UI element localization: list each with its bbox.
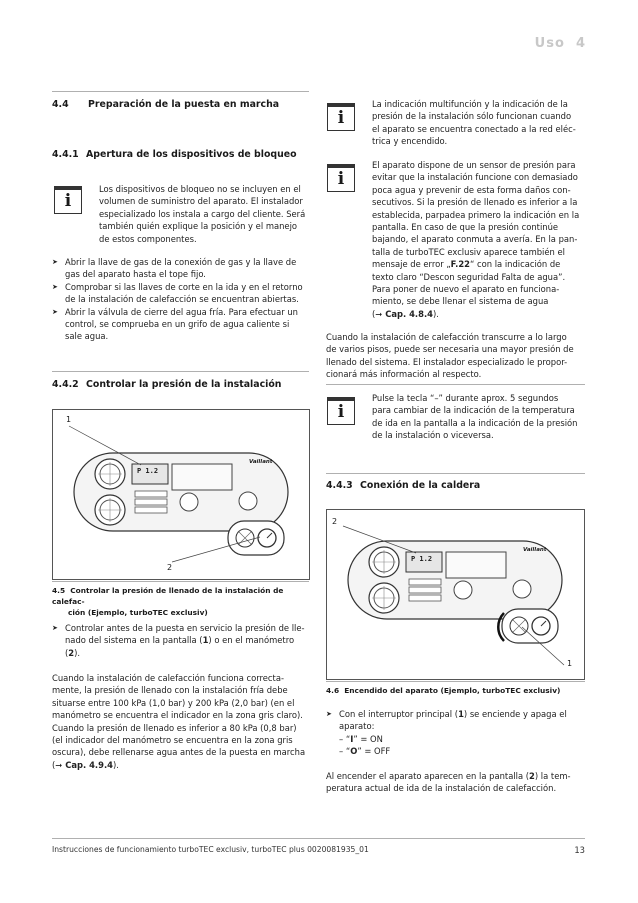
switch-off-option: – “O” = OFF [339,746,391,756]
section-4-4-2-heading: 4.4.2 Controlar la presión de la instalación [52,379,282,390]
divider [52,371,309,372]
list-item: ➤ Comprobar si las llaves de corte en la ida y en el retorno de la instalación de calefacción se encuentran abiertas. [52,281,314,306]
figure-label-2: 2 [332,517,338,526]
cross-reference-link[interactable]: ➞ Cap. 4.8.4 [375,308,433,319]
list-item: ➤ Abrir la válvula de cierre del agua fría. Para efectuar un control, se comprueba en un grifo de agua caliente si sale agua. [52,306,314,343]
paragraph-switch-on: Al encender el aparato aparecen en la pantalla (2) la tem- peratura actual de ida de la instalación de calefacción. [326,771,571,794]
info-note-1: Los dispositivos de bloqueo no se incluyen en el volumen de suministro del aparato. El instalador especializado los instala a cargo del cliente. Será también quién explique la posición y el manejo de estos componentes. [99,184,306,244]
divider [52,91,309,92]
figure-4-6-caption: 4.6 Encendido del aparato (Ejemplo, turboTEC exclusiv) [326,686,561,695]
bullet-list-1 [52,256,314,343]
pressure-display: P 1.2 [137,467,159,475]
figure-4-5 [52,409,310,580]
bullet-list-3 [326,708,588,733]
chapter-title: Uso [534,36,565,51]
paragraph-pressure: Cuando la instalación de calefacción funciona correcta- mente, la presión de llenado con la instalación fría debe situarse entre 100 kPa (1,0 bar) y 200 kPa (2,0 bar) (en el manómetro se encuentra el indicador en la zona gris claro). Cuando la presión de llenado es inferior a 80 kPa (0,8 bar) (el indicador del manómetro se encuentra en la zona gris oscura), debe rellenarse agua antes de la puesta en marcha (➞ Cap. 4.9.4). [52,673,306,770]
figure-label-1: 1 [567,659,573,668]
boiler-panel-illustration [326,509,585,680]
list-item: ➤ Con el interruptor principal (1) se enciende y apaga el aparato: [326,708,588,733]
figure-label-2: 2 [167,563,173,572]
info-icon: i [327,397,355,425]
info-note-2: La indicación multifunción y la indicación de la presión de la instalación sólo funcionan cuando el aparato se encuentra conectado a la red eléc- trica y encendido. [372,99,576,147]
chapter-header [535,36,586,51]
divider [52,581,309,582]
divider [326,681,585,682]
error-code: F.22 [450,259,470,270]
footer-divider [52,838,585,839]
info-note-3: El aparato dispone de un sensor de presión para evitar que la instalación funcione con demasiado poca agua y prevenir de esta forma daños con- secutivos. Si la presión de llenado es inferior a la establecida, parpadea primero la indicación en la pantalla. En caso de que la presión continúe bajando, el aparato conmuta a avería. En la pan- talla de turboTEC exclusiv aparece también el mensaje de error „F.22“ con la indicación de texto claro “Descon seguridad Falta de agua”. Para poner de nuevo el aparato en funciona- miento, se debe llenar el sistema de agua (➞ Cap. 4.8.4). [372,160,580,319]
info-icon: i [54,186,82,214]
switch-on-option: – “I” = ON [339,734,383,744]
pressure-display: P 1.2 [411,555,433,563]
figure-label-1: 1 [66,415,72,424]
paragraph-multi-floor: Cuando la instalación de calefacción transcurre a lo largo de varios pisos, puede ser necesaria una mayor presión de llenado del sistema. El instalador especializado le propor- cionará más información al respecto. [326,332,574,380]
info-note-4: Pulse la tecla “–” durante aprox. 5 segundos para cambiar de la indicación de la temperatura de ida en la pantalla a la indicación de la presión de la instalación o viceversa. [372,393,578,441]
divider [326,473,585,474]
figure-4-5-caption: 4.5 Controlar la presión de llenado de la instalación de calefac- ción (Ejemplo, turboTEC exclusiv) [52,586,284,617]
info-icon: i [327,164,355,192]
divider [326,384,585,385]
footer-text: Instrucciones de funcionamiento turboTEC exclusiv, turboTEC plus 0020081935_01 [52,845,369,854]
bullet-list-2 [52,622,314,659]
section-4-4-3-heading: 4.4.3 Conexión de la caldera [326,480,481,491]
section-4-4-1-heading: 4.4.1 Apertura de los dispositivos de bloqueo [52,149,297,160]
chapter-number: 4 [575,36,586,51]
page-number: 13 [574,845,585,855]
section-4-4-heading: 4.4 Preparación de la puesta en marcha [52,99,280,110]
list-item: ➤ Abrir la llave de gas de la conexión de gas y la llave de gas del aparato hasta el tope fijo. [52,256,314,281]
figure-4-6 [326,509,585,680]
list-item: ➤ Controlar antes de la puesta en servicio la presión de lle- nado del sistema en la pantalla (1) o en el manómetro (2). [52,622,314,659]
brand-logo: Vaillant [523,547,547,553]
brand-logo: Vaillant [249,459,273,465]
cross-reference-link[interactable]: ➞ Cap. 4.9.4 [55,759,113,770]
info-icon: i [327,103,355,131]
boiler-panel-illustration [52,409,310,580]
